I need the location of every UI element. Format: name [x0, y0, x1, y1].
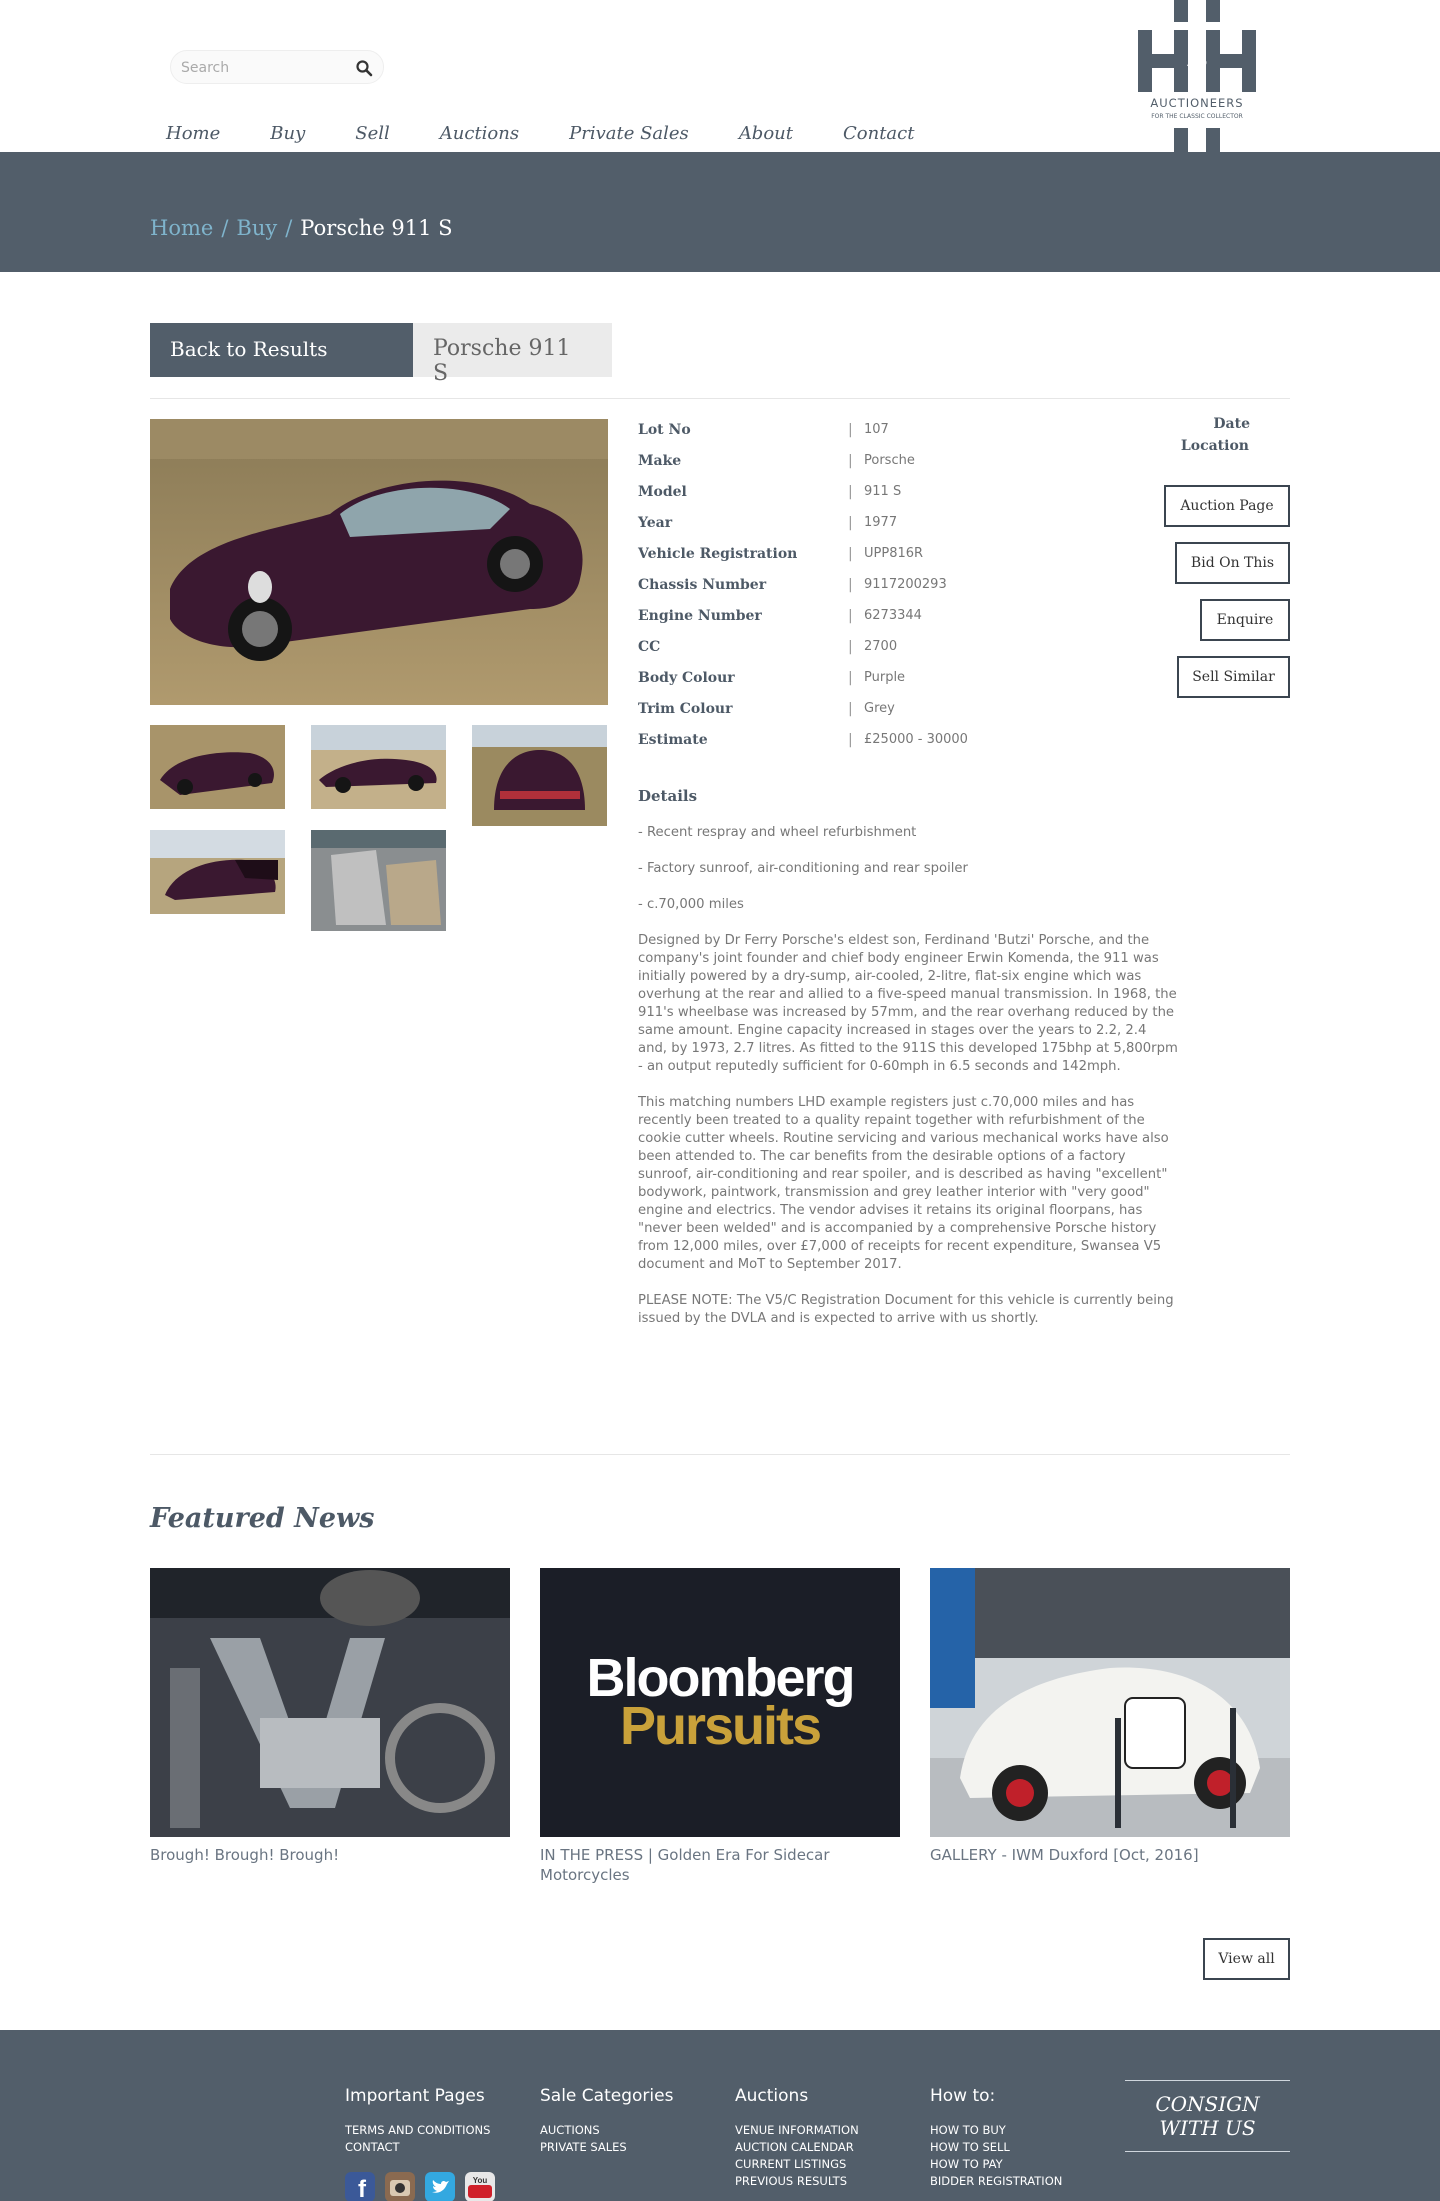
consign-line: WITH US: [1159, 2116, 1256, 2140]
nav-contact[interactable]: Contact: [843, 123, 915, 144]
youtube-icon[interactable]: [465, 2172, 495, 2201]
news-image[interactable]: [150, 1568, 510, 1837]
spec-value: Purple: [864, 670, 906, 685]
view-all-button[interactable]: View all: [1203, 1938, 1290, 1980]
footer-column-how-to: [930, 2086, 1062, 2190]
footer-link[interactable]: CURRENT LISTINGS: [735, 2157, 847, 2171]
logo-tagline: FOR THE CLASSIC COLLECTOR: [1151, 113, 1243, 120]
svg-text:You: You: [472, 2176, 488, 2185]
details-note: PLEASE NOTE: The V5/C Registration Document for this vehicle is currently being issued by the DVLA and is expected to arrive with us shortly.: [638, 1293, 1174, 1326]
nav-private-sales[interactable]: Private Sales: [569, 123, 689, 144]
spec-row: Engine Number | 6273344: [638, 607, 922, 624]
news-card[interactable]: [540, 1568, 900, 1885]
spec-row: Model | 911 S: [638, 483, 902, 500]
logo-brand-text: AUCTIONEERS: [1150, 96, 1244, 110]
instagram-icon[interactable]: [385, 2172, 415, 2201]
footer-link[interactable]: AUCTION CALENDAR: [735, 2140, 854, 2154]
spec-row: Body Colour | Purple: [638, 669, 906, 686]
auction-page-button[interactable]: Auction Page: [1164, 485, 1290, 527]
consign-line: CONSIGN: [1155, 2092, 1260, 2116]
location-label: Location: [1180, 438, 1249, 454]
car-thumbnail[interactable]: [150, 830, 285, 914]
spec-label: Year: [638, 514, 673, 531]
twitter-icon[interactable]: [425, 2172, 455, 2201]
news-card[interactable]: [930, 1568, 1290, 1865]
news-image[interactable]: [540, 1568, 900, 1837]
enquire-button[interactable]: Enquire: [1200, 599, 1290, 641]
back-to-results-button[interactable]: Back to Results: [150, 323, 413, 377]
car-thumbnail[interactable]: [311, 830, 446, 931]
footer-column-sale-categories: [540, 2086, 673, 2156]
spec-value: Grey: [864, 701, 895, 716]
main-car-photo[interactable]: [150, 419, 608, 705]
footer-column-important-pages: [345, 2086, 490, 2156]
nav-buy[interactable]: Buy: [270, 123, 306, 144]
details-bullet: - Recent respray and wheel refurbishment: [638, 825, 917, 840]
date-label: Date: [1213, 416, 1250, 432]
spec-value: 6273344: [864, 608, 922, 623]
spec-row: Lot No | 107: [638, 421, 889, 438]
logo-and-text: AND: [1187, 59, 1207, 69]
breadcrumb-separator: /: [285, 216, 293, 240]
spec-label: Chassis Number: [638, 576, 767, 593]
spec-label: Vehicle Registration: [638, 545, 798, 562]
spec-label: Trim Colour: [638, 700, 733, 717]
spec-value: UPP816R: [864, 546, 924, 561]
spec-label: Model: [638, 483, 687, 500]
details-body: [638, 824, 1178, 1346]
listing-title: Porsche 911 S: [413, 323, 612, 377]
spec-value: 2700: [864, 639, 898, 654]
car-thumbnail[interactable]: [472, 725, 607, 826]
footer-link[interactable]: PRIVATE SALES: [540, 2140, 627, 2154]
news-image[interactable]: [930, 1568, 1290, 1837]
site-logo[interactable]: [1138, 0, 1256, 152]
consign-with-us-button[interactable]: [1125, 2080, 1290, 2152]
footer-column-title: Important Pages: [345, 2086, 485, 2106]
spec-label: Engine Number: [638, 607, 762, 624]
footer-link[interactable]: HOW TO BUY: [930, 2123, 1006, 2137]
divider: [150, 1454, 1290, 1455]
spec-row: Make | Porsche: [638, 452, 915, 469]
main-nav: [166, 122, 964, 146]
featured-news-title: Featured News: [150, 1503, 375, 1534]
spec-row: Estimate | £25000 - 30000: [638, 731, 968, 748]
spec-value: £25000 - 30000: [864, 732, 968, 747]
news-caption[interactable]: GALLERY - IWM Duxford [Oct, 2016]: [930, 1846, 1199, 1864]
spec-row: Vehicle Registration | UPP816R: [638, 545, 924, 562]
nav-home[interactable]: Home: [166, 123, 221, 144]
breadcrumb-buy[interactable]: Buy: [236, 216, 278, 240]
search-input[interactable]: [181, 58, 341, 78]
spec-label: Body Colour: [638, 669, 735, 686]
nav-sell[interactable]: Sell: [355, 123, 390, 144]
sell-similar-button[interactable]: Sell Similar: [1177, 656, 1290, 698]
search-box[interactable]: [170, 50, 384, 84]
spec-label: Make: [638, 452, 682, 469]
spec-value: 9117200293: [864, 577, 947, 592]
footer-link[interactable]: TERMS AND CONDITIONS: [345, 2123, 491, 2137]
divider: [150, 398, 1290, 399]
spec-value: 107: [864, 422, 889, 437]
bloomberg-wordmark: Bloomberg: [586, 1648, 854, 1708]
nav-about[interactable]: About: [738, 123, 793, 144]
spec-row: Trim Colour | Grey: [638, 700, 895, 717]
details-heading: Details: [638, 787, 698, 805]
svg-text:f: f: [358, 2176, 366, 2201]
breadcrumb-current: Porsche 911 S: [300, 216, 453, 240]
car-thumbnail[interactable]: [150, 725, 285, 809]
footer-column-title: Sale Categories: [540, 2086, 674, 2106]
social-links: [345, 2172, 495, 2201]
footer-link[interactable]: BIDDER REGISTRATION: [930, 2174, 1063, 2188]
news-caption[interactable]: Brough! Brough! Brough!: [150, 1846, 340, 1864]
details-paragraph: Designed by Dr Ferry Porsche's eldest son, Ferdinand 'Butzi' Porsche, and the company's joint founder and chief body engineer Erwin Komenda, the 911 was initially powered by a dry-sump, air-cooled, 2-litre, flat-six engine which was overhung at the rear and allied to a five-speed manual transmission. In 1968, the 911's wheelbase was increased by 57mm, and the rear overhang reduced by the same amount. Engine capacity increased in stages over the years to 2.2, 2.4 and, by 1973, 2.7 litres. As fitted to the 911S this developed 175bhp at 5,800rpm - an output reputedly sufficient for 0-60mph in 6.5 seconds and 142mph.: [638, 933, 1178, 1074]
spec-row: Chassis Number | 9117200293: [638, 576, 947, 593]
spec-row: CC | 2700: [638, 638, 898, 655]
spec-table: [638, 414, 1038, 755]
footer-link[interactable]: HOW TO SELL: [930, 2140, 1010, 2154]
spec-row: Year | 1977: [638, 514, 898, 531]
facebook-icon[interactable]: [345, 2172, 375, 2201]
page-banner: [0, 152, 1440, 272]
footer-column-title: How to:: [930, 2086, 996, 2106]
spec-label: Lot No: [638, 421, 691, 438]
bid-on-this-button[interactable]: Bid On This: [1175, 542, 1290, 584]
breadcrumb-home[interactable]: Home: [150, 216, 214, 240]
site-footer: [0, 2030, 1440, 2201]
spec-value: 1977: [864, 515, 898, 530]
listing-tabs: [150, 323, 612, 386]
site-header: [0, 0, 1440, 152]
spec-value: 911 S: [864, 484, 902, 499]
footer-link[interactable]: CONTACT: [345, 2140, 400, 2154]
pursuits-wordmark: Pursuits: [619, 1696, 821, 1756]
auction-meta: [1150, 413, 1250, 457]
news-caption[interactable]: IN THE PRESS | Golden Era For Sidecar Motorcycles: [540, 1846, 830, 1884]
details-paragraph: This matching numbers LHD example registers just c.70,000 miles and has recently been treated to a quality repaint together with refurbishment of the cookie cutter wheels. Routine servicing and various mechanical works have also been attended to. The car benefits from the desirable options of a factory sunroof, air-conditioning and rear spoiler, and is described as having "excellent" bodywork, paintwork, transmission and grey leather interior with "very good" engine and electrics. The vendor advises it retains its original floorpans, has "never been welded" and is accompanied by a comprehensive Porsche history from 12,000 miles, over £7,000 of receipts for recent expenditure, Swansea V5 document and MoT to September 2017.: [638, 1095, 1169, 1272]
footer-column-title: Auctions: [735, 2086, 809, 2106]
footer-link[interactable]: PREVIOUS RESULTS: [735, 2174, 847, 2188]
breadcrumb: [150, 216, 453, 240]
footer-link[interactable]: VENUE INFORMATION: [735, 2123, 859, 2137]
spec-label: CC: [638, 638, 661, 655]
car-thumbnail[interactable]: [311, 725, 446, 809]
details-bullet: - Factory sunroof, air-conditioning and rear spoiler: [638, 861, 968, 876]
breadcrumb-separator: /: [221, 216, 229, 240]
search-icon[interactable]: [355, 59, 373, 77]
nav-auctions[interactable]: Auctions: [439, 123, 520, 144]
footer-link[interactable]: HOW TO PAY: [930, 2157, 1003, 2171]
footer-column-auctions: [735, 2086, 859, 2190]
spec-value: Porsche: [864, 453, 915, 468]
details-bullet: - c.70,000 miles: [638, 897, 744, 912]
news-card[interactable]: [150, 1568, 510, 1865]
footer-link[interactable]: AUCTIONS: [540, 2123, 600, 2137]
spec-label: Estimate: [638, 731, 708, 748]
